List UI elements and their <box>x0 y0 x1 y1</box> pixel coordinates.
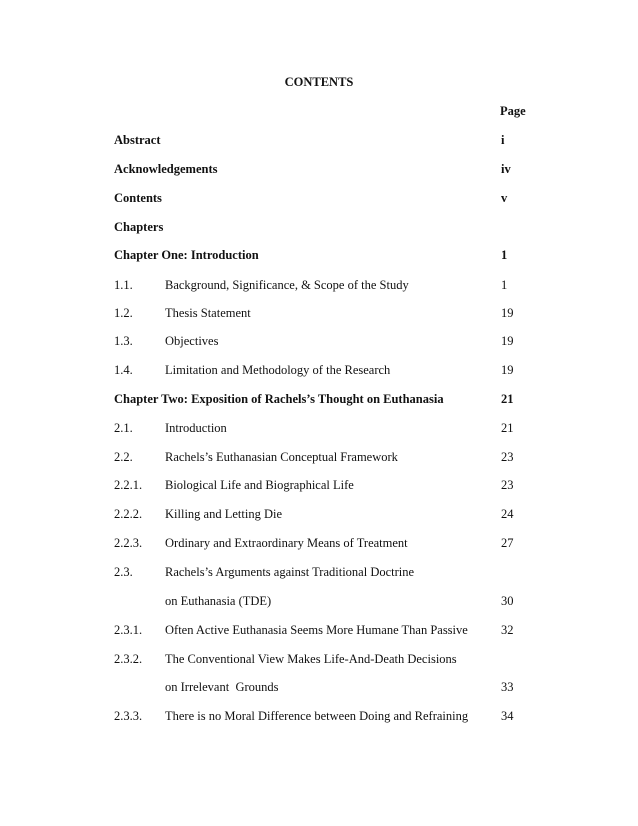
toc-entry-contents <box>114 189 534 207</box>
toc-label: Chapter One: Introduction <box>114 248 259 262</box>
toc-page-number: 33 <box>501 680 514 694</box>
toc-label: Introduction <box>165 421 227 435</box>
toc-page-number: iv <box>501 162 511 176</box>
toc-page-number: 19 <box>501 363 514 377</box>
toc-entry-continued <box>114 592 534 610</box>
toc-entry-chapters <box>114 218 534 236</box>
toc-label: Ordinary and Extraordinary Means of Treatment <box>165 536 408 550</box>
toc-label: on Euthanasia (TDE) <box>165 594 272 608</box>
toc-page-number: 1 <box>501 278 508 292</box>
toc-page-number: 19 <box>501 306 514 320</box>
toc-label: Contents <box>114 191 162 205</box>
toc-label: Often Active Euthanasia Seems More Humane Than Passive <box>165 623 468 637</box>
toc-page-number: 23 <box>501 478 514 492</box>
toc-entry <box>114 650 534 668</box>
toc-entry-abstract <box>114 131 534 149</box>
toc-page-number: v <box>501 191 508 205</box>
toc-page-number: 27 <box>501 536 514 550</box>
toc-label: Killing and Letting Die <box>165 507 282 521</box>
page-column-header: Page <box>500 104 526 118</box>
toc-page-number: 23 <box>501 450 514 464</box>
toc-label: on Irrelevant Grounds <box>165 680 279 694</box>
toc-label: The Conventional View Makes Life-And-Death Decisions <box>165 652 457 666</box>
section-number: 2.2.1. <box>114 478 143 492</box>
toc-label: Rachels’s Arguments against Traditional Doctrine <box>165 565 415 579</box>
toc-page-number: i <box>501 133 505 147</box>
section-number: 1.2. <box>114 306 133 320</box>
toc-entry <box>114 304 534 322</box>
section-number: 2.3.3. <box>114 709 143 723</box>
toc-label: Acknowledgements <box>114 162 218 176</box>
toc-page-number: 34 <box>501 709 514 723</box>
section-number: 2.2.2. <box>114 507 143 521</box>
toc-chapter-heading <box>114 390 534 408</box>
toc-label: Thesis Statement <box>165 306 251 320</box>
toc-entry <box>114 707 534 725</box>
toc-page-number: 1 <box>501 248 508 262</box>
toc-entry <box>114 563 534 581</box>
toc-page-number: 32 <box>501 623 514 637</box>
toc-page-number: 30 <box>501 594 514 608</box>
toc-entry <box>114 276 534 294</box>
toc-entry <box>114 332 534 350</box>
toc-chapter-heading <box>114 246 534 264</box>
section-number: 2.1. <box>114 421 133 435</box>
toc-page-number: 21 <box>501 392 514 406</box>
toc-label: There is no Moral Difference between Doing and Refraining <box>165 709 469 723</box>
toc-label: Chapter Two: Exposition of Rachels’s Thought on Euthanasia <box>114 392 444 406</box>
toc-label: Biological Life and Biographical Life <box>165 478 354 492</box>
toc-label: Limitation and Methodology of the Research <box>165 363 391 377</box>
section-number: 2.2. <box>114 450 133 464</box>
toc-entry <box>114 448 534 466</box>
section-number: 1.4. <box>114 363 133 377</box>
toc-label: Abstract <box>114 133 161 147</box>
toc-entry-acknowledgements <box>114 160 534 178</box>
toc-entry <box>114 476 534 494</box>
section-number: 1.1. <box>114 278 133 292</box>
section-number: 2.3.1. <box>114 623 143 637</box>
toc-label: Chapters <box>114 220 164 234</box>
section-number: 2.3. <box>114 565 133 579</box>
toc-page-number: 19 <box>501 334 514 348</box>
toc-entry <box>114 621 534 639</box>
toc-page-number: 24 <box>501 507 514 521</box>
section-number: 2.2.3. <box>114 536 143 550</box>
toc-entry <box>114 419 534 437</box>
section-number: 1.3. <box>114 334 133 348</box>
toc-entry <box>114 505 534 523</box>
section-number: 2.3.2. <box>114 652 143 666</box>
toc-entry <box>114 361 534 379</box>
toc-entry <box>114 534 534 552</box>
toc-label: Rachels’s Euthanasian Conceptual Framework <box>165 450 398 464</box>
toc-label: Background, Significance, & Scope of the Study <box>165 278 409 292</box>
toc-label: Objectives <box>165 334 219 348</box>
toc-page-number: 21 <box>501 421 514 435</box>
page-title: CONTENTS <box>284 75 354 89</box>
toc-entry-continued <box>114 678 534 696</box>
